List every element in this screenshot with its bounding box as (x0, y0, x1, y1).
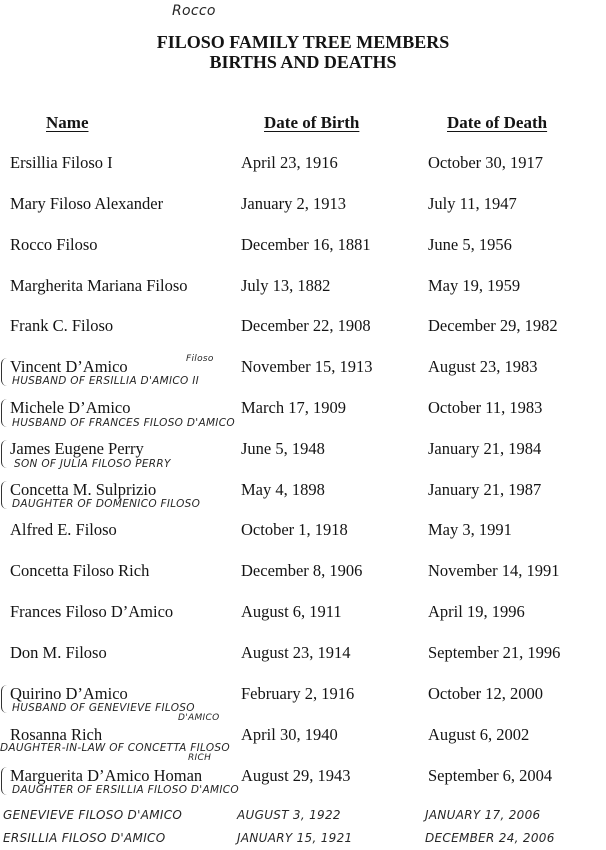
death-date: November 14, 1991 (428, 561, 560, 580)
handwritten-bracket (1, 358, 7, 386)
handwritten-bracket (1, 481, 7, 509)
birth-date: May 4, 1898 (241, 480, 325, 499)
death-date: August 23, 1983 (428, 357, 538, 376)
birth-date: November 15, 1913 (241, 357, 373, 376)
table-row (0, 766, 606, 806)
table-row (0, 276, 606, 316)
handwritten-bracket (1, 440, 7, 468)
page-title-line-1: FILOSO FAMILY TREE MEMBERS (156, 32, 450, 52)
table-row (0, 643, 606, 683)
death-date: October 11, 1983 (428, 398, 543, 417)
death-date: July 11, 1947 (428, 194, 517, 213)
member-name: James Eugene Perry (10, 439, 144, 458)
member-name: GENEVIEVE FILOSO D'AMICO (3, 808, 183, 822)
table-row (0, 561, 606, 601)
member-name: Margherita Mariana Filoso (10, 276, 188, 295)
birth-date: April 23, 1916 (241, 153, 338, 172)
death-date: May 3, 1991 (428, 520, 512, 539)
member-name: Ersillia Filoso I (10, 153, 113, 172)
death-date: October 30, 1917 (428, 153, 544, 172)
birth-date: June 5, 1948 (241, 439, 325, 458)
member-name: Rosanna Rich (10, 725, 103, 744)
birth-date: August 23, 1914 (241, 643, 351, 662)
member-name: Marguerita D’Amico Homan (10, 766, 203, 785)
handwritten-relation-note: HUSBAND OF GENEVIEVE FILOSO (12, 702, 195, 714)
handwritten-note-above: Filoso (186, 354, 214, 364)
page-title-line-2: BIRTHS AND DEATHS (209, 52, 397, 72)
death-date: December 29, 1982 (428, 316, 558, 335)
member-name: Vincent D’Amico (10, 357, 128, 376)
handwritten-relation-note: SON OF JULIA FILOSO PERRY (14, 458, 171, 470)
table-row (0, 439, 606, 479)
death-date: DECEMBER 24, 2006 (425, 831, 555, 845)
handwritten-bracket (1, 685, 7, 713)
death-date: January 21, 1987 (428, 480, 542, 499)
handwritten-relation-note: HUSBAND OF FRANCES FILOSO D'AMICO (12, 417, 235, 429)
birth-date: December 16, 1881 (241, 235, 371, 254)
member-name: Rocco Filoso (10, 235, 98, 254)
member-name: Alfred E. Filoso (10, 520, 117, 539)
handwritten-relation-note: DAUGHTER OF ERSILLIA FILOSO D'AMICO (12, 784, 239, 796)
table-row (0, 480, 606, 520)
table-row (0, 725, 606, 765)
death-date: January 21, 1984 (428, 439, 542, 458)
column-header-death: Date of Death (447, 113, 548, 132)
column-header-name: Name (46, 113, 89, 132)
death-date: April 19, 1996 (428, 602, 525, 621)
member-name: Mary Filoso Alexander (10, 194, 164, 213)
member-name: Frances Filoso D’Amico (10, 602, 174, 621)
birth-date: December 8, 1906 (241, 561, 363, 580)
birth-date: AUGUST 3, 1922 (237, 808, 341, 822)
handwritten-bracket (1, 399, 7, 427)
table-row (0, 398, 606, 438)
death-date: August 6, 2002 (428, 725, 530, 744)
member-name: Concetta Filoso Rich (10, 561, 150, 580)
column-header-birth: Date of Birth (264, 113, 360, 132)
birth-date: August 6, 1911 (241, 602, 342, 621)
handwritten-header-note: Rocco (172, 3, 216, 19)
handwritten-relation-note: DAUGHTER-IN-LAW OF CONCETTA FILOSO (0, 742, 230, 754)
handwritten-relation-note: HUSBAND OF ERSILLIA D'AMICO II (12, 375, 199, 387)
death-date: October 12, 2000 (428, 684, 544, 703)
birth-date: December 22, 1908 (241, 316, 371, 335)
member-name: Concetta M. Sulprizio (10, 480, 157, 499)
table-row (0, 235, 606, 275)
death-date: September 21, 1996 (428, 643, 561, 662)
birth-date: October 1, 1918 (241, 520, 348, 539)
birth-date: March 17, 1909 (241, 398, 346, 417)
birth-date: JANUARY 15, 1921 (237, 831, 353, 845)
member-name: ERSILLIA FILOSO D'AMICO (3, 831, 166, 845)
table-row (0, 684, 606, 724)
member-name: Don M. Filoso (10, 643, 107, 662)
table-row (0, 354, 606, 397)
table-row (0, 153, 606, 193)
handwritten-relation-note: DAUGHTER OF DOMENICO FILOSO (12, 498, 201, 510)
member-name: Quirino D’Amico (10, 684, 128, 703)
birth-date: January 2, 1913 (241, 194, 346, 213)
birth-date: April 30, 1940 (241, 725, 338, 744)
table-row (0, 602, 606, 642)
member-name: Michele D’Amico (10, 398, 131, 417)
death-date: May 19, 1959 (428, 276, 521, 295)
death-date: September 6, 2004 (428, 766, 553, 785)
handwritten-relation-note-continued: RICH (188, 753, 212, 763)
table-row (0, 316, 606, 356)
birth-date: February 2, 1916 (241, 684, 355, 703)
table-row (0, 520, 606, 560)
death-date: JANUARY 17, 2006 (425, 808, 541, 822)
birth-date: August 29, 1943 (241, 766, 351, 785)
handwritten-bracket (1, 767, 7, 795)
member-name: Frank C. Filoso (10, 316, 114, 335)
handwritten-relation-note-continued: D'AMICO (178, 713, 220, 723)
death-date: June 5, 1956 (428, 235, 512, 254)
table-row (0, 194, 606, 234)
birth-date: July 13, 1882 (241, 276, 331, 295)
